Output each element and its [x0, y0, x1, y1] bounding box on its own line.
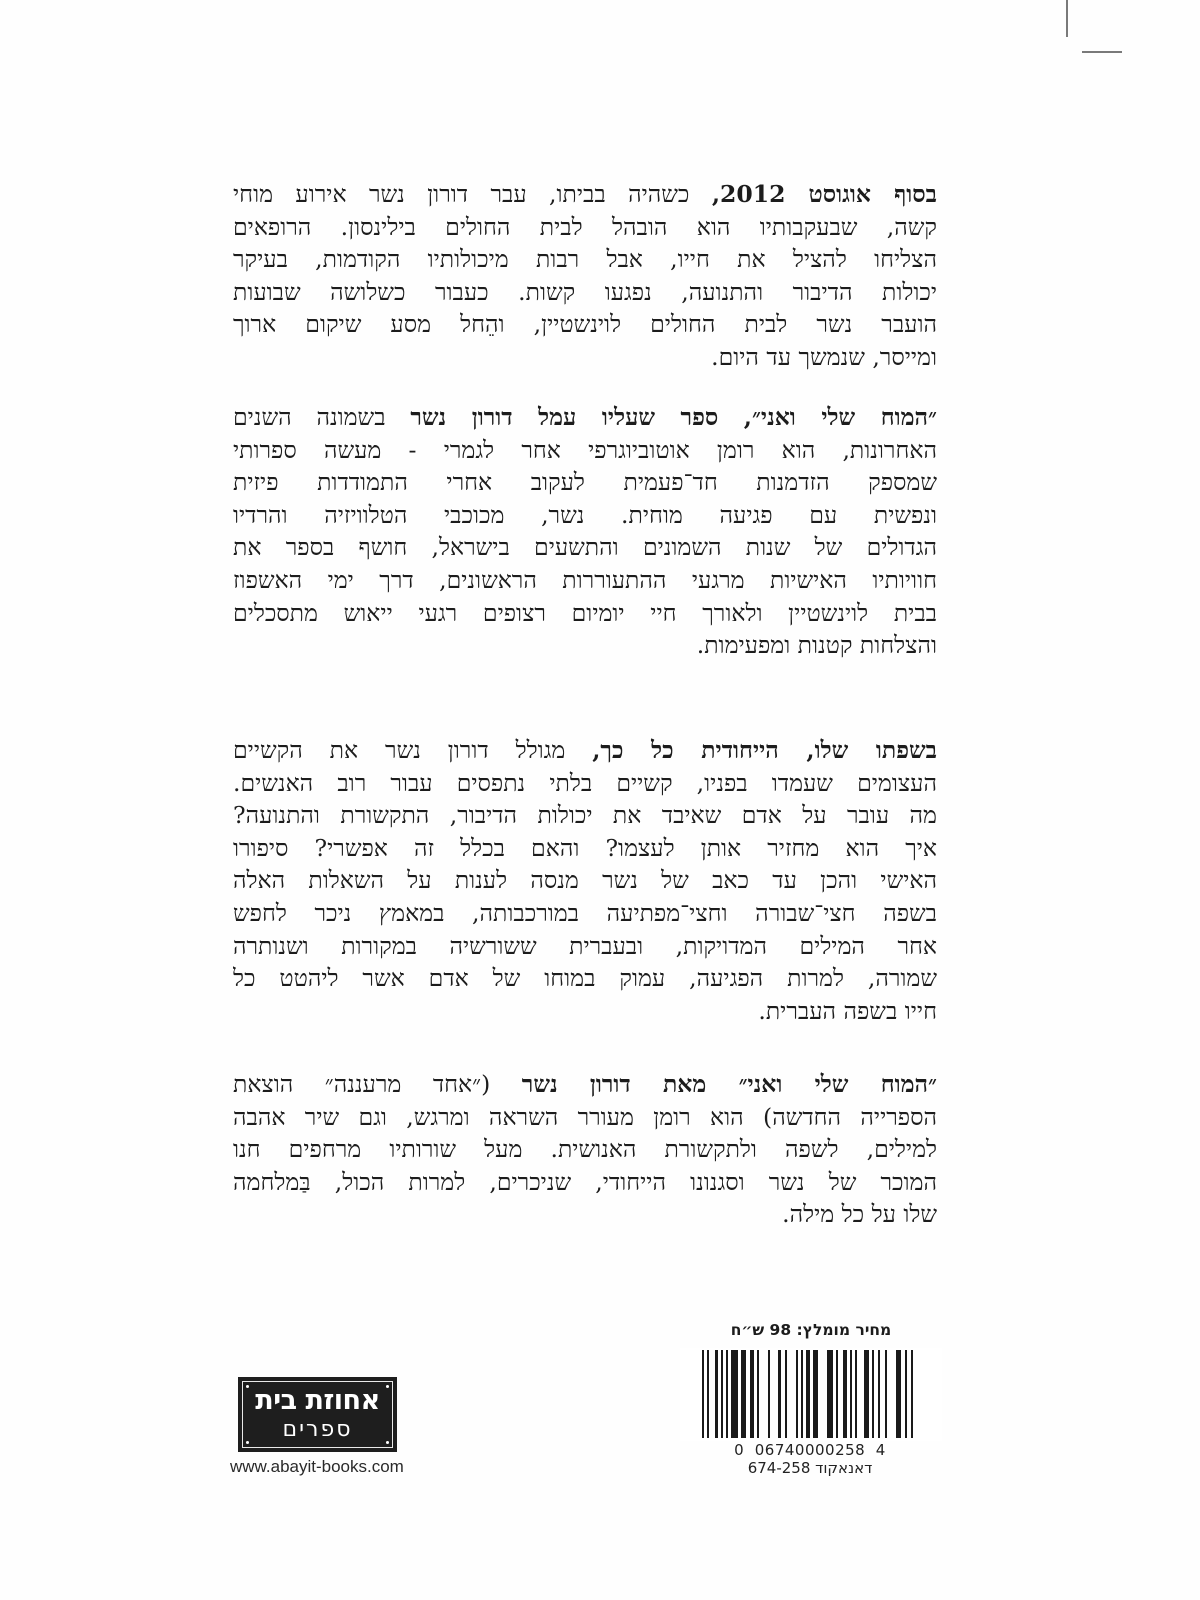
text-line — [233, 401, 937, 434]
body-text: שמורה, למרות הפגיעה, עמוק במוחו של אדם אשר ליהטט כל — [233, 964, 937, 993]
text-line-content — [233, 243, 937, 276]
text-line — [233, 341, 937, 374]
text-line — [233, 276, 937, 309]
crop-mark-horizontal — [1082, 51, 1122, 53]
text-line — [233, 767, 937, 800]
body-text: הצליחו להציל את חייו, אבל רבות מיכולותיו הקודמות, בעיקר — [233, 245, 937, 274]
paragraph-3 — [233, 734, 937, 1027]
publisher-name: אחוזת בית — [255, 1385, 380, 1416]
text-line — [233, 629, 937, 662]
text-line-content — [233, 864, 937, 897]
body-text: קשה, שבעקבותיו הוא הובהל לבית החולים בילינסון. הרופאים — [233, 212, 937, 241]
text-line-content — [233, 276, 937, 309]
body-text: חייו בשפה העברית. — [758, 996, 937, 1025]
text-line — [233, 211, 937, 244]
body-text: האישי והכן עד כאב של נשר מנסה לענות על השאלות האלה — [233, 866, 937, 895]
text-line-content — [233, 1068, 937, 1101]
body-text: הגדולים של שנות השמונים והתשעים בישראל, חושף בספר את — [233, 533, 937, 562]
body-text: מה עובר על אדם שאיבד את יכולות הדיבור, התקשורת והתנועה? — [233, 801, 937, 830]
text-line-content — [233, 734, 937, 767]
text-line-content — [233, 211, 937, 244]
text-line — [233, 897, 937, 930]
text-line — [233, 308, 937, 341]
bold-lead: ״המוח שלי ואני״, ספר שעליו עמל דורון נשר — [410, 403, 937, 431]
paragraph-4 — [233, 1068, 937, 1231]
body-text: איך הוא מחזיר אותן לעצמו? והאם בכלל זה אפשרי? סיפורו — [233, 833, 937, 862]
text-line-content — [233, 832, 937, 865]
text-line-content — [233, 466, 937, 499]
body-text: ומייסר, שנמשך עד היום. — [711, 342, 937, 371]
body-text: העצומים שעמדו בפניו, קשיים בלתי נתפסים עבור רוב האנשים. — [233, 768, 937, 797]
body-text: (״אחד מרעננה״ הוצאת — [233, 1070, 522, 1098]
body-text: חוויותיו האישיות מרגעי ההתעוררות הראשונים, דרך ימי האשפוז — [233, 565, 937, 594]
text-line — [233, 1133, 937, 1166]
text-line — [233, 995, 937, 1028]
text-line — [233, 597, 937, 630]
publisher-logo — [238, 1377, 397, 1452]
text-line — [233, 243, 937, 276]
text-line-content — [233, 962, 937, 995]
text-line-content — [233, 531, 937, 564]
bold-lead: ״המוח שלי ואני״ מאת דורון נשר — [521, 1070, 937, 1098]
text-line-content — [233, 564, 937, 597]
text-line-content — [233, 341, 937, 374]
text-line-content — [233, 308, 937, 341]
paragraph-1 — [233, 178, 937, 374]
text-line-content — [233, 401, 937, 434]
text-line — [233, 1068, 937, 1101]
paragraph-2 — [233, 401, 937, 662]
text-line-content — [233, 930, 937, 963]
text-line — [233, 734, 937, 767]
text-line-content — [233, 1101, 937, 1134]
recommended-price: מחיר מומלץ: 98 ש״ח — [730, 1321, 892, 1339]
text-line-content — [233, 434, 937, 467]
text-line — [233, 466, 937, 499]
bold-lead: בסוף אוגוסט 2012, — [711, 180, 937, 208]
bold-lead: בשפתו שלו, הייחודית כל כך, — [592, 736, 937, 764]
text-line — [233, 499, 937, 532]
text-line — [233, 1166, 937, 1199]
text-line-content — [233, 629, 937, 662]
body-text: שלו על כל מילה. — [782, 1200, 937, 1229]
text-line — [233, 930, 937, 963]
text-line-content — [233, 597, 937, 630]
body-text: בשפה חצי־שבורה וחצי־מפתיעה במורכבותה, במאמץ ניכר לחפש — [233, 898, 937, 927]
body-text: בבית לוינשטיין ולאורך חיי יומיום רצופים רגעי ייאוש מתסכלים — [233, 598, 937, 627]
text-line — [233, 962, 937, 995]
text-line — [233, 1198, 937, 1231]
text-line-content — [233, 767, 937, 800]
body-text: המוכר של נשר וסגנונו הייחודי, שניכרים, למרות הכול, בַּמלחמה — [233, 1167, 937, 1196]
text-line-content — [233, 995, 937, 1028]
text-line — [233, 864, 937, 897]
text-line-content — [233, 1198, 937, 1231]
body-text: בשמונה השנים — [233, 403, 411, 431]
body-text: האחרונות, הוא רומן אוטוביוגרפי אחר לגמרי - מעשה ספרותי — [233, 435, 937, 464]
text-line — [233, 178, 937, 211]
body-text: והצלחות קטנות ומפעימות. — [696, 631, 937, 660]
text-line — [233, 531, 937, 564]
crop-mark-vertical — [1066, 0, 1068, 37]
text-line-content — [233, 1133, 937, 1166]
body-text: שמספק הזדמנות חד־פעמית לעקוב אחרי התמודדות פיזית — [233, 468, 937, 497]
body-text: ונפשית עם פגיעה מוחית. נשר, מכוכבי הטלוויזיה והרדיו — [233, 500, 937, 529]
text-line — [233, 564, 937, 597]
text-line — [233, 799, 937, 832]
text-line-content — [233, 897, 937, 930]
text-line — [233, 832, 937, 865]
body-text: אחר המילים המדויקות, ובעברית ששורשיה במקורות ושנותרה — [233, 931, 937, 960]
barcode-icon — [702, 1350, 914, 1438]
text-line-content — [233, 499, 937, 532]
text-line-content — [233, 1166, 937, 1199]
text-line — [233, 434, 937, 467]
body-text: יכולות הדיבור והתנועה, נפגעו קשות. כעבור כשלושה שבועות — [233, 277, 937, 306]
text-line-content — [233, 178, 937, 211]
text-line — [233, 1101, 937, 1134]
body-text: כשהיה בביתו, עבר דורון נשר אירוע מוחי — [233, 180, 712, 208]
publisher-url[interactable]: www.abayit-books.com — [230, 1457, 404, 1476]
body-text: למילים, לשפה ולתקשורת האנושית. מעל שורותיו מרחפים חנו — [233, 1135, 937, 1164]
publisher-subtitle: ספרים — [282, 1417, 353, 1442]
body-text: הספרייה החדשה) הוא רומן מעורר השראה ומרגש, וגם שיר אהבה — [233, 1102, 937, 1131]
barcode-digits: 0 06740000258 4 — [734, 1441, 886, 1459]
body-text: מגולל דורון נשר את הקשיים — [233, 736, 593, 764]
danacode: דאנאקוד 674-258 — [747, 1459, 873, 1477]
text-line-content — [233, 799, 937, 832]
body-text: הועבר נשר לבית החולים לוינשטיין, והֵחל מסע שיקום ארוך — [233, 310, 937, 339]
